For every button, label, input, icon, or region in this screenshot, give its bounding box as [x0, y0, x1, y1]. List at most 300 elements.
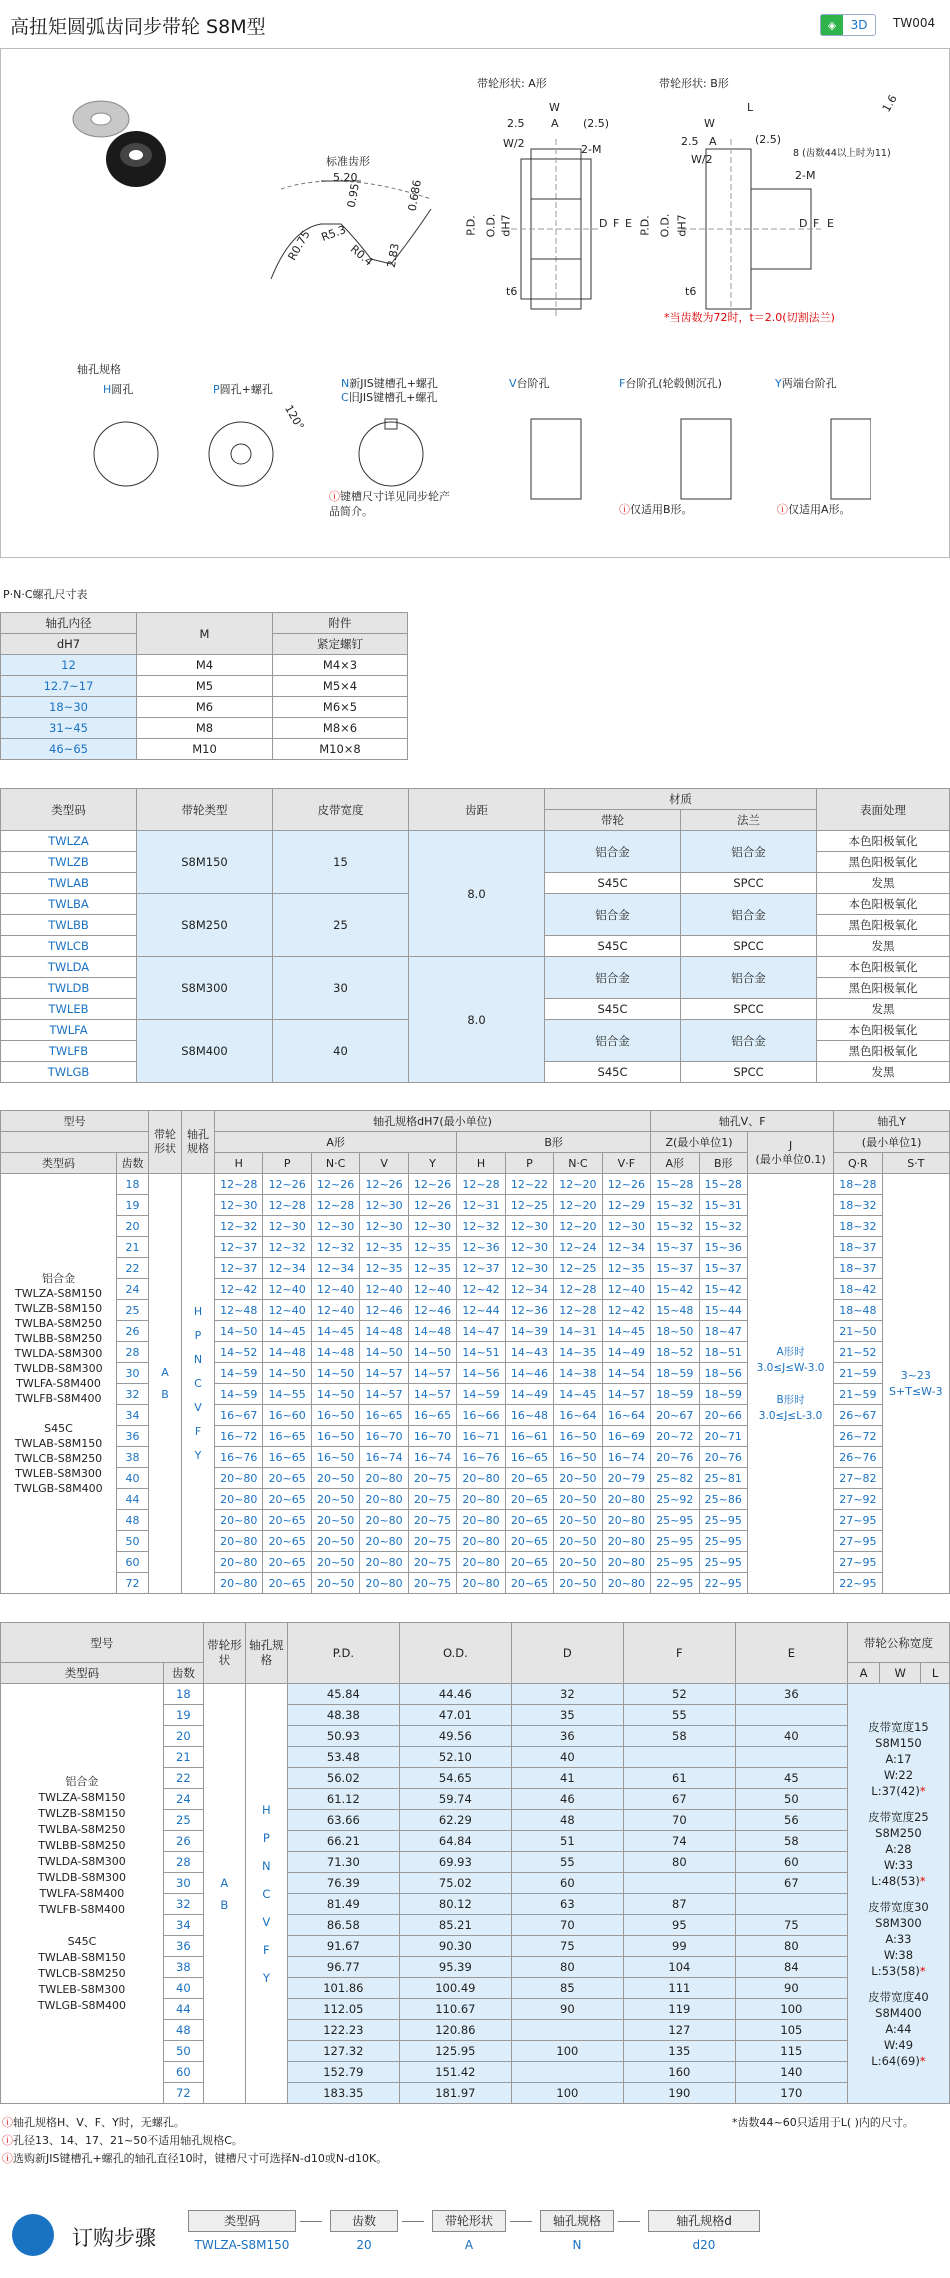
bore-cell: 20~80	[215, 1552, 263, 1573]
order-title: 订购步骤	[72, 2226, 156, 2250]
teeth: 44	[163, 1999, 203, 2020]
mat-flange: SPCC	[681, 936, 817, 957]
bore-cell: 12~40	[360, 1279, 408, 1300]
bore-cell: 16~50	[311, 1426, 359, 1447]
bore-cell: 16~50	[311, 1405, 359, 1426]
bore-qr: 26~76	[834, 1447, 882, 1468]
t3-col: P	[263, 1153, 311, 1174]
mat-pulley: S45C	[545, 936, 681, 957]
bore-cell: 16~64	[554, 1405, 602, 1426]
teeth: 38	[163, 1957, 203, 1978]
bore-cell: 22~95	[699, 1573, 747, 1594]
bw-line: L:53(58)*	[871, 1963, 926, 1978]
order-step-spec: 轴孔规格	[540, 2210, 614, 2232]
bw-line: W:22	[883, 1767, 914, 1782]
teeth: 20	[117, 1216, 149, 1237]
order-val-shape: A	[464, 2238, 474, 2252]
teeth: 18	[163, 1684, 203, 1705]
product-code: TW004	[893, 16, 936, 30]
bore-cell: 12~37	[215, 1237, 263, 1258]
bore-cell: 20~66	[699, 1405, 747, 1426]
order-step-teeth: 齿数	[330, 2210, 398, 2232]
bore-cell: 15~42	[699, 1279, 747, 1300]
t4-h-shape: 带轮形状	[203, 1623, 245, 1684]
surface: 黑色阳极氧化	[817, 915, 950, 936]
bore-cell: 16~76	[457, 1447, 505, 1468]
dim-cell: 110.67	[399, 1999, 511, 2020]
type-code: TWLFB	[1, 1041, 137, 1062]
bore-cell: 15~32	[651, 1216, 699, 1237]
cart-icon	[12, 2214, 54, 2256]
order-step-shape: 带轮形状	[432, 2210, 506, 2232]
bore-cell: 20~72	[651, 1426, 699, 1447]
bore-cell: 20~80	[215, 1531, 263, 1552]
dim-w-a: W	[549, 101, 560, 114]
dim-cell: 40	[735, 1726, 847, 1747]
dim-f-b: F	[813, 217, 820, 230]
hole-y-note: ⓘ仅适用A形。	[777, 503, 851, 516]
dim-cell: 81.49	[287, 1894, 399, 1915]
bore-cell: 20~65	[263, 1468, 311, 1489]
teeth: 72	[163, 2083, 203, 2104]
hole-h-label	[103, 381, 133, 397]
type-code: TWLEB	[1, 999, 137, 1020]
hole-n-text: 新JIS键槽孔+螺孔	[349, 377, 438, 390]
dim-cell: 190	[623, 2083, 735, 2104]
bw-line: W:49	[883, 2037, 914, 2052]
bore-cell: 20~80	[360, 1489, 408, 1510]
dim-r04: R0.4	[347, 242, 376, 269]
surface: 发黑	[817, 873, 950, 894]
bore-cell: 15~32	[651, 1195, 699, 1216]
bore-cell: 20~65	[505, 1573, 553, 1594]
bore-cell: 15~31	[699, 1195, 747, 1216]
bore-cell: 12~32	[263, 1237, 311, 1258]
bore-cell: 12~30	[505, 1216, 553, 1237]
dim-cell: 64.84	[399, 1831, 511, 1852]
dim-cell: 170	[735, 2083, 847, 2104]
type-code: TWLDA	[1, 957, 137, 978]
dim-cell: 100	[511, 2041, 623, 2062]
bore-cell: 12~28	[554, 1279, 602, 1300]
bore-cell: 20~80	[602, 1489, 650, 1510]
bore-cell: 20~80	[360, 1552, 408, 1573]
mat-flange: SPCC	[681, 1062, 817, 1083]
pnc-cell: 12.7~17	[1, 676, 137, 697]
hole-c-label	[341, 389, 437, 405]
bore-qr: 18~48	[834, 1300, 882, 1321]
t4-shapes: A B	[203, 1684, 245, 2104]
bore-cell: 20~50	[554, 1531, 602, 1552]
bore-cell: 12~28	[215, 1174, 263, 1195]
bore-cell: 20~71	[699, 1426, 747, 1447]
bore-cell: 20~50	[311, 1489, 359, 1510]
dim-cell: 58	[623, 1726, 735, 1747]
bore-qr: 18~37	[834, 1237, 882, 1258]
hole-f-text: 台阶孔(轮毂侧沉孔)	[625, 377, 722, 390]
star-mark: *	[919, 2053, 926, 2068]
bore-cell: 12~28	[311, 1195, 359, 1216]
mat-flange: 铝合金	[681, 831, 817, 873]
bore-cell: 18~59	[651, 1363, 699, 1384]
table-row	[1, 697, 408, 718]
bore-cell: 12~30	[360, 1216, 408, 1237]
bore-cell: 12~40	[311, 1279, 359, 1300]
t4-belt-width	[847, 1684, 949, 2104]
hole-p-text: 圆孔+螺孔	[219, 383, 273, 396]
bore-cell: 25~95	[699, 1531, 747, 1552]
pnc-cell: M6×5	[273, 697, 408, 718]
dim-cell: 112.05	[287, 1999, 399, 2020]
bore-cell: 20~75	[408, 1489, 456, 1510]
bore-cell: 14~45	[554, 1384, 602, 1405]
dim-cell: 80	[623, 1852, 735, 1873]
dim-cell: 56	[735, 1810, 847, 1831]
bore-cell: 15~44	[699, 1300, 747, 1321]
dim-cell: 181.97	[399, 2083, 511, 2104]
bore-cell: 12~29	[602, 1195, 650, 1216]
t3-h-j	[747, 1132, 833, 1174]
bore-cell: 20~79	[602, 1468, 650, 1489]
bore-cell: 12~26	[311, 1174, 359, 1195]
t3-h-spec: 轴孔规格	[182, 1111, 215, 1174]
bore-cell: 20~75	[408, 1573, 456, 1594]
teeth: 20	[163, 1726, 203, 1747]
pnc-cell: M4×3	[273, 655, 408, 676]
bore-cell: 20~80	[360, 1573, 408, 1594]
bore-cell: 16~65	[263, 1426, 311, 1447]
pitch: 8.0	[409, 957, 545, 1083]
dim-cell: 60	[735, 1852, 847, 1873]
bore-cell: 14~52	[215, 1342, 263, 1363]
dim-cell: 95	[623, 1915, 735, 1936]
mat-pulley: 铝合金	[545, 1020, 681, 1062]
dim-w2-b: W/2	[691, 153, 713, 166]
type-code: TWLBA	[1, 894, 137, 915]
bw-line: W:38	[883, 1947, 914, 1962]
t3-h-b: B形	[457, 1132, 651, 1153]
bore-cell: 22~95	[651, 1573, 699, 1594]
type-code: TWLGB	[1, 1062, 137, 1083]
bore-cell: 25~95	[699, 1552, 747, 1573]
mat-h-type: 带轮类型	[137, 789, 273, 831]
note-3: ⓘ选购新JIS键槽孔+螺孔的轴孔直径10时，键槽尺寸可选择N-d10或N-d10K。	[2, 2152, 388, 2165]
dim-cell: 76.39	[287, 1873, 399, 1894]
bore-cell: 14~50	[408, 1342, 456, 1363]
note-3-text: 选购新JIS键槽孔+螺孔的轴孔直径10时，键槽尺寸可选择N-d10或N-d10K。	[13, 2152, 388, 2165]
bore-qr: 27~95	[834, 1510, 882, 1531]
t3-h-teeth: 齿数	[117, 1153, 149, 1174]
mat-h-material: 材质	[545, 789, 817, 810]
star-mark: *	[919, 1873, 926, 1888]
bore-cell: 16~65	[263, 1447, 311, 1468]
dim-e-b: E	[827, 217, 834, 230]
dim-cell: 35	[511, 1705, 623, 1726]
dim-cell: 53.48	[287, 1747, 399, 1768]
hole-y-label	[775, 375, 837, 391]
dim-w2-a: W/2	[503, 137, 525, 150]
star-mark: *	[919, 1783, 926, 1798]
dim-cell: 67	[735, 1873, 847, 1894]
dim-od-b: O.D.	[658, 213, 672, 238]
pnc-cell: M4	[137, 655, 273, 676]
teeth: 19	[163, 1705, 203, 1726]
bore-cell: 14~49	[505, 1384, 553, 1405]
dim-cell: 75	[511, 1936, 623, 1957]
t4-h-teeth: 齿数	[163, 1663, 203, 1684]
bore-cell: 20~80	[602, 1552, 650, 1573]
dim-cell: 71.30	[287, 1852, 399, 1873]
order-dash	[300, 2221, 322, 2222]
bore-cell: 12~26	[263, 1174, 311, 1195]
dim-cell: 90	[511, 1999, 623, 2020]
belt-width: 15	[273, 831, 409, 894]
bore-cell: 12~32	[215, 1216, 263, 1237]
dim-cell: 36	[511, 1726, 623, 1747]
dim-cell: 48.38	[287, 1705, 399, 1726]
dim-cell: 104	[623, 1957, 735, 1978]
note-1-text: 轴孔规格H、V、F、Y时，无螺孔。	[13, 2116, 185, 2129]
bore-cell: 20~65	[505, 1468, 553, 1489]
dim-cell: 105	[735, 2020, 847, 2041]
t3-col: B形	[699, 1153, 747, 1174]
surface: 发黑	[817, 1062, 950, 1083]
hole-drawings	[71, 409, 871, 519]
dim-cell: 46	[511, 1789, 623, 1810]
bore-cell: 15~48	[651, 1300, 699, 1321]
pnc-h1: M	[137, 613, 273, 655]
bore-cell: 20~65	[263, 1552, 311, 1573]
dim-cell: 63.66	[287, 1810, 399, 1831]
bore-cell: 20~65	[505, 1552, 553, 1573]
bore-cell: 16~50	[554, 1447, 602, 1468]
dim-cell	[511, 2020, 623, 2041]
bore-cell: 25~81	[699, 1468, 747, 1489]
bore-cell: 12~30	[215, 1195, 263, 1216]
bore-cell: 14~57	[408, 1363, 456, 1384]
bw-line: 皮带宽度30	[868, 1899, 929, 1914]
hole-y-text: 两端台阶孔	[781, 377, 837, 390]
bore-cell: 12~22	[505, 1174, 553, 1195]
dim-2m-a: 2-M	[581, 143, 602, 156]
page-header	[0, 0, 950, 48]
pitch: 8.0	[409, 831, 545, 957]
table-row	[1, 1684, 950, 1705]
bore-cell: 15~28	[651, 1174, 699, 1195]
dim-od-a: O.D.	[484, 213, 498, 238]
hole-p-angle: 120°	[281, 402, 307, 433]
t4-h-code: 类型码	[1, 1663, 164, 1684]
dim-r075: R0.75	[285, 228, 313, 263]
hole-p-label	[213, 381, 273, 397]
bore-cell: 14~35	[554, 1342, 602, 1363]
bore-cell: 14~47	[457, 1321, 505, 1342]
hole-c-text: 旧JIS键槽孔+螺孔	[348, 391, 438, 404]
bw-line: W:33	[883, 1857, 914, 1872]
type-code: TWLZB	[1, 852, 137, 873]
bore-cell: 20~80	[602, 1531, 650, 1552]
bore-cell: 20~80	[457, 1552, 505, 1573]
hole-v-text: 台阶孔	[516, 377, 550, 390]
dim-p25-a: (2.5)	[583, 117, 610, 130]
bore-cell: 14~50	[311, 1363, 359, 1384]
dim-cell: 55	[511, 1852, 623, 1873]
bore-cell: 16~70	[360, 1426, 408, 1447]
bore-cell: 18~52	[651, 1342, 699, 1363]
hole-f-note: ⓘ仅适用B形。	[619, 503, 693, 516]
t3-col: V·F	[602, 1153, 650, 1174]
t4-h-pd: P.D.	[287, 1623, 399, 1684]
dim-2m-b: 2-M	[795, 169, 816, 182]
dim-cell: 135	[623, 2041, 735, 2062]
shape-a-label: 带轮形状: A形	[477, 77, 547, 90]
pnc-cell: 12	[1, 655, 137, 676]
dim-cell: 80	[511, 1957, 623, 1978]
bore-cell: 12~40	[408, 1279, 456, 1300]
teeth: 28	[117, 1342, 149, 1363]
dim-t6-a: t6	[506, 285, 518, 298]
dim-cell: 99	[623, 1936, 735, 1957]
bore-cell: 20~80	[457, 1531, 505, 1552]
dim-25-b: 2.5	[681, 135, 699, 148]
t4-h-od: O.D.	[399, 1623, 511, 1684]
dim-cell: 95.39	[399, 1957, 511, 1978]
bw-line: S8M250	[875, 1825, 922, 1840]
std-tooth-label: 标准齿形	[326, 155, 370, 168]
bore-cell: 25~95	[651, 1552, 699, 1573]
bore-cell: 16~70	[408, 1426, 456, 1447]
dim-cell: 90	[735, 1978, 847, 1999]
bw-line: L:64(69)*	[871, 2053, 926, 2068]
t3-h-ym: (最小单位1)	[834, 1132, 950, 1153]
bore-cell: 16~50	[554, 1426, 602, 1447]
dim-25-a: 2.5	[507, 117, 525, 130]
mat-h-flange: 法兰	[681, 810, 817, 831]
bore-cell: 20~50	[311, 1510, 359, 1531]
bore-cell: 14~57	[408, 1384, 456, 1405]
dim-cell: 63	[511, 1894, 623, 1915]
surface: 本色阳极氧化	[817, 894, 950, 915]
bore-cell: 25~95	[651, 1510, 699, 1531]
bore-cell: 15~37	[651, 1237, 699, 1258]
bore-cell: 20~80	[457, 1489, 505, 1510]
bore-cell: 14~45	[602, 1321, 650, 1342]
hole-y-key: Y	[775, 377, 782, 390]
teeth: 22	[117, 1258, 149, 1279]
bore-cell: 12~25	[505, 1195, 553, 1216]
mat-flange: 铝合金	[681, 894, 817, 936]
bore-cell: 16~61	[505, 1426, 553, 1447]
dim-e-a: E	[625, 217, 632, 230]
bore-cell: 20~76	[699, 1447, 747, 1468]
dim-cell: 85.21	[399, 1915, 511, 1936]
bore-cell: 12~40	[311, 1300, 359, 1321]
t4-h-d: D	[511, 1623, 623, 1684]
bore-cell: 16~72	[215, 1426, 263, 1447]
bw-line: 皮带宽度40	[868, 1989, 929, 2004]
table-row	[1, 1174, 950, 1195]
bore-cell: 12~34	[263, 1258, 311, 1279]
pulley-type: S8M250	[137, 894, 273, 957]
dim-cell: 70	[623, 1810, 735, 1831]
bore-cell: 25~82	[651, 1468, 699, 1489]
bore-cell: 20~50	[311, 1468, 359, 1489]
dim-cell: 52.10	[399, 1747, 511, 1768]
bore-cell: 18~47	[699, 1321, 747, 1342]
bore-cell: 12~30	[602, 1216, 650, 1237]
dim-cell: 40	[511, 1747, 623, 1768]
dim-cell: 60	[511, 1873, 623, 1894]
dim-cell	[735, 1705, 847, 1726]
bore-cell: 16~74	[408, 1447, 456, 1468]
bore-qr: 22~95	[834, 1573, 882, 1594]
pnc-cell: M10	[137, 739, 273, 760]
bore-cell: 20~50	[311, 1552, 359, 1573]
bore-cell: 15~37	[699, 1258, 747, 1279]
bore-cell: 16~60	[263, 1405, 311, 1426]
bore-cell: 14~45	[263, 1321, 311, 1342]
bore-qr: 21~50	[834, 1321, 882, 1342]
dim-cell: 96.77	[287, 1957, 399, 1978]
t3-col: Y	[408, 1153, 456, 1174]
bore-cell: 14~57	[360, 1384, 408, 1405]
type-code: TWLBB	[1, 915, 137, 936]
bore-cell: 16~48	[505, 1405, 553, 1426]
bore-cell: 15~36	[699, 1237, 747, 1258]
teeth: 60	[117, 1552, 149, 1573]
bore-cell: 14~39	[505, 1321, 553, 1342]
bore-cell: 12~36	[505, 1300, 553, 1321]
bore-cell: 12~46	[408, 1300, 456, 1321]
table-row	[1, 739, 408, 760]
bore-cell: 12~37	[215, 1258, 263, 1279]
bore-cell: 14~56	[457, 1363, 505, 1384]
dim-cell: 152.79	[287, 2062, 399, 2083]
hole-n-note-text: 键槽尺寸详见同步轮产品简介。	[329, 490, 450, 518]
t3-col: A形	[651, 1153, 699, 1174]
mat-h-width: 皮带宽度	[273, 789, 409, 831]
teeth: 19	[117, 1195, 149, 1216]
star-mark: *	[919, 1963, 926, 1978]
dim-cell: 58	[735, 1831, 847, 1852]
teeth: 50	[163, 2041, 203, 2062]
hole-f-key: F	[619, 377, 626, 390]
t3-col: N·C	[311, 1153, 359, 1174]
bore-cell: 16~50	[311, 1447, 359, 1468]
bore-cell: 14~45	[311, 1321, 359, 1342]
t3-h-model: 型号	[1, 1111, 149, 1132]
bw-line: A:44	[885, 2021, 912, 2036]
bore-cell: 25~86	[699, 1489, 747, 1510]
pnc-h0: 轴孔内径	[1, 613, 137, 634]
bore-cell: 12~28	[263, 1195, 311, 1216]
3d-badge[interactable]	[820, 14, 876, 36]
t4-h-w: W	[880, 1663, 921, 1684]
dim-cell: 36	[735, 1684, 847, 1705]
teeth: 25	[117, 1300, 149, 1321]
dim-cell: 45.84	[287, 1684, 399, 1705]
bore-cell: 16~65	[408, 1405, 456, 1426]
bore-cell: 12~30	[505, 1258, 553, 1279]
hole-f-note-text: 仅适用B形。	[630, 503, 693, 516]
bore-cell: 20~80	[602, 1510, 650, 1531]
pnc-cell: 18~30	[1, 697, 137, 718]
bore-cell: 12~40	[263, 1300, 311, 1321]
bore-cell: 12~30	[505, 1237, 553, 1258]
bore-cell: 12~20	[554, 1174, 602, 1195]
order-step-code: 类型码	[188, 2210, 296, 2232]
pnc-cell: M5	[137, 676, 273, 697]
